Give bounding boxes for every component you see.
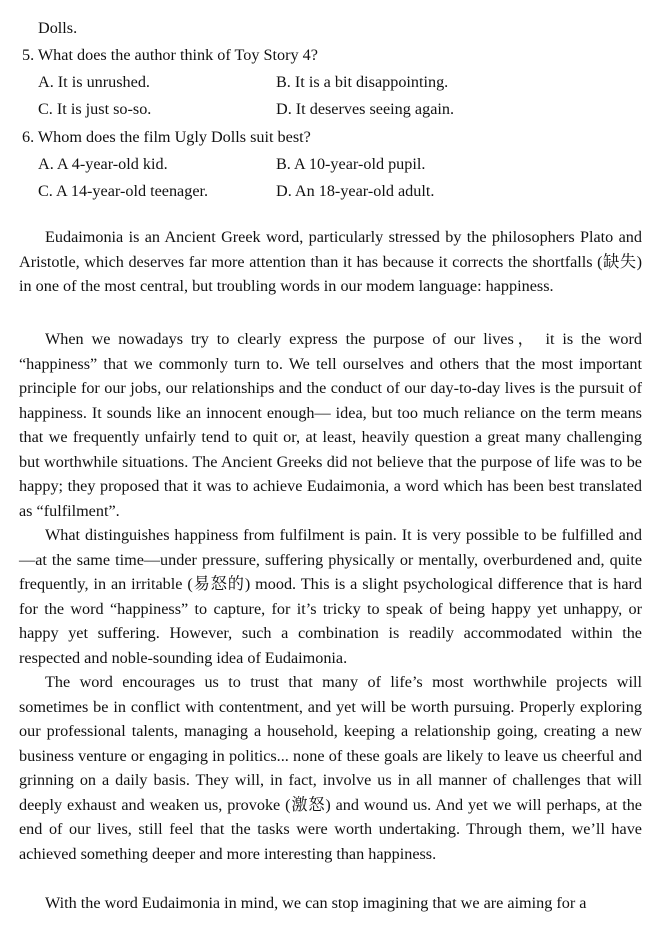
option-letter: C. — [38, 100, 53, 118]
option-letter: B. — [276, 155, 291, 173]
option-text: A 4-year-old kid. — [56, 155, 168, 173]
passage-paragraph-5 — [19, 891, 642, 916]
question-number: 5. — [22, 46, 35, 64]
option-letter: D. — [276, 182, 292, 200]
option-text: It deserves seeing again. — [295, 100, 455, 118]
option-text: A 10-year-old pupil. — [294, 155, 426, 173]
option-letter: A. — [38, 73, 54, 91]
option-text: A 14-year-old teenager. — [56, 182, 209, 200]
passage-paragraph-2 — [19, 327, 642, 523]
option-letter: C. — [38, 182, 53, 200]
option-5b — [276, 72, 448, 92]
option-6c — [38, 181, 208, 201]
option-5c — [38, 99, 151, 119]
option-6b — [276, 154, 425, 174]
paragraph-text: The word encourages us to trust that many of life’s most worthwhile projects will sometimes be in conflict with contentment, and yet will be worth pursuing. Properly exploring our professional talents, managing a household, keeping a relationship going, creating a new business venture or engaging in politics... none of these goals are likely to leave us cheerful and grinning on a daily basis. They will, in fact, involve us in all manner of challenges that will deeply exhaust and weaken us, provoke (激怒) and wound us. And yet we will perhaps, at the end of our lives, still feel that the tasks were worth undertaking. Through them, we’ll have achieved something deeper and more interesting than happiness. — [19, 673, 642, 863]
option-text: An 18-year-old adult. — [294, 182, 435, 200]
paragraph-text: What distinguishes happiness from fulfilment is pain. It is very possible to be fulfilled and—at the same time—under pressure, suffering physically or mentally, overburdened and, quite frequently, in an irritable (易怒的) mood. This is a slight psychological difference that is hard for the word “happiness” to capture, for it’s tricky to speak of being happy yet unhappy, or happy yet suffering. However, such a combination is readily accommodated within the respected and noble-sounding idea of Eudaimonia. — [19, 526, 642, 667]
passage-paragraph-3 — [19, 523, 642, 670]
passage-paragraph-4 — [19, 670, 642, 866]
question-5 — [22, 45, 318, 65]
option-5d — [276, 99, 454, 119]
option-5a — [38, 72, 150, 92]
paragraph-text: When we nowadays try to clearly express the purpose of our lives， it is the word “happiness” that we commonly turn to. We tell ourselves and others that the most important principle for our jobs, our relationships and the conduct of our day-to-day lives is the pursuit of happiness. It sounds like an innocent enough— idea, but too much reliance on the term means that we frequently unfairly tend to quit or, at least, heavily question a great many challenging but worthwhile situations. The Ancient Greeks did not believe that the purpose of life was to be happy; they proposed that it was to achieve Eudaimonia, a word which has been best translated as “fulfilment”. — [19, 330, 642, 520]
option-text: It is just so-so. — [56, 100, 152, 118]
option-6a — [38, 154, 168, 174]
option-text: It is a bit disappointing. — [294, 73, 449, 91]
question-number: 6. — [22, 128, 35, 146]
paragraph-text: Eudaimonia is an Ancient Greek word, particularly stressed by the philosophers Plato and Aristotle, which deserves far more attention than it has because it corrects the shortfalls (缺失) in one of the most central, but troubling words in our modem language: happiness. — [19, 228, 642, 295]
option-letter: D. — [276, 100, 292, 118]
question-stem: Whom does the film Ugly Dolls suit best? — [37, 128, 311, 146]
question-stem: What does the author think of Toy Story 4? — [37, 46, 318, 64]
option-6d — [276, 181, 434, 201]
passage-paragraph-1 — [19, 225, 642, 299]
option-text: It is unrushed. — [57, 73, 150, 91]
option-letter: B. — [276, 73, 291, 91]
continued-text: Dolls. — [38, 19, 78, 37]
option-letter: A. — [38, 155, 54, 173]
paragraph-text: With the word Eudaimonia in mind, we can stop imagining that we are aiming for a — [45, 894, 587, 912]
question-6 — [22, 127, 311, 147]
